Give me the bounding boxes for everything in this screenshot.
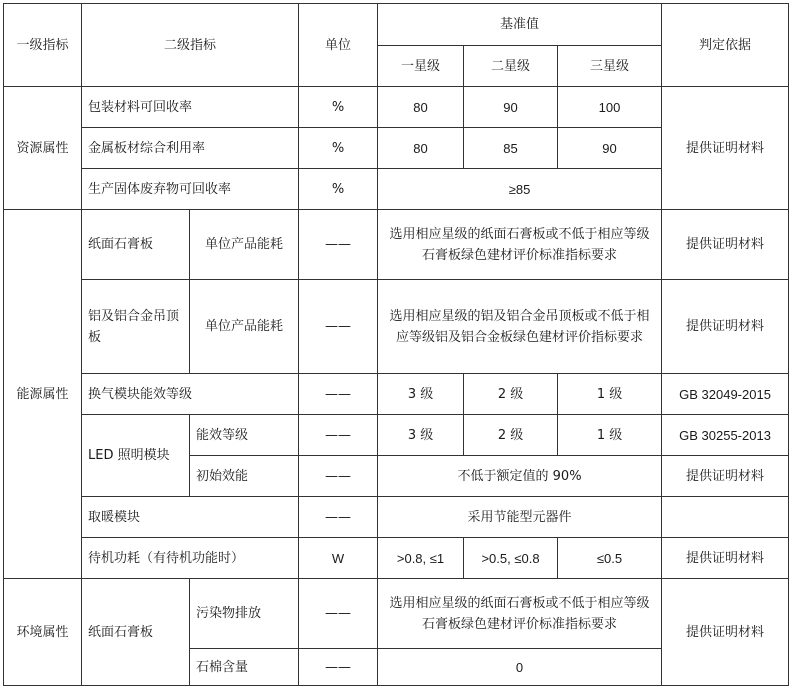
basis-cell: 提供证明材料 bbox=[662, 210, 789, 280]
merged-value: 采用节能型元器件 bbox=[378, 497, 662, 538]
star1-value: >0.8, ≤1 bbox=[378, 538, 464, 579]
header-row bbox=[4, 4, 789, 46]
basis-cell: 提供证明材料 bbox=[662, 280, 789, 374]
header-benchmark: 基准值 bbox=[378, 4, 662, 46]
indicator-name: 包装材料可回收率 bbox=[82, 87, 299, 128]
star2-value: 90 bbox=[464, 87, 558, 128]
unit-cell: —— bbox=[299, 210, 378, 280]
unit-cell: —— bbox=[299, 456, 378, 497]
star3-value: 90 bbox=[558, 128, 662, 169]
sub-indicator: 初始效能 bbox=[190, 456, 299, 497]
star2-value: >0.5, ≤0.8 bbox=[464, 538, 558, 579]
category-environment: 环境属性 bbox=[4, 579, 82, 686]
unit-cell: W bbox=[299, 538, 378, 579]
star3-value: 1 级 bbox=[558, 374, 662, 415]
table-row bbox=[4, 280, 789, 374]
table-row bbox=[4, 538, 789, 579]
indicator-name: 生产固体废弃物可回收率 bbox=[82, 169, 299, 210]
basis-cell bbox=[662, 497, 789, 538]
unit-cell: —— bbox=[299, 497, 378, 538]
merged-value: 选用相应星级的铝及铝合金吊顶板或不低于相应等级铝及铝合金板绿色建材评价指标要求 bbox=[378, 280, 662, 374]
table-row bbox=[4, 87, 789, 128]
merged-value: 0 bbox=[378, 649, 662, 686]
unit-cell: —— bbox=[299, 649, 378, 686]
unit-cell: % bbox=[299, 128, 378, 169]
category-resource: 资源属性 bbox=[4, 87, 82, 210]
basis-cell: GB 32049-2015 bbox=[662, 374, 789, 415]
header-level2: 二级指标 bbox=[82, 4, 299, 87]
basis-cell: 提供证明材料 bbox=[662, 87, 789, 210]
sub-indicator: 单位产品能耗 bbox=[190, 210, 299, 280]
star2-value: 85 bbox=[464, 128, 558, 169]
star2-value: 2 级 bbox=[464, 415, 558, 456]
unit-cell: —— bbox=[299, 280, 378, 374]
header-unit: 单位 bbox=[299, 4, 378, 87]
basis-cell: 提供证明材料 bbox=[662, 579, 789, 686]
star3-value: 100 bbox=[558, 87, 662, 128]
indicator-name: 取暖模块 bbox=[82, 497, 299, 538]
unit-cell: % bbox=[299, 169, 378, 210]
header-basis: 判定依据 bbox=[662, 4, 789, 87]
star2-value: 2 级 bbox=[464, 374, 558, 415]
indicator-name: 纸面石膏板 bbox=[82, 579, 190, 686]
unit-cell: % bbox=[299, 87, 378, 128]
green-building-material-standard-table bbox=[3, 3, 789, 686]
merged-value: 选用相应星级的纸面石膏板或不低于相应等级石膏板绿色建材评价标准指标要求 bbox=[378, 579, 662, 649]
merged-value: 选用相应星级的纸面石膏板或不低于相应等级石膏板绿色建材评价标准指标要求 bbox=[378, 210, 662, 280]
indicator-name: LED 照明模块 bbox=[82, 415, 190, 497]
merged-value: ≥85 bbox=[378, 169, 662, 210]
star3-value: ≤0.5 bbox=[558, 538, 662, 579]
indicator-name: 金属板材综合利用率 bbox=[82, 128, 299, 169]
unit-cell: —— bbox=[299, 579, 378, 649]
star3-value: 1 级 bbox=[558, 415, 662, 456]
table-row bbox=[4, 497, 789, 538]
table-row bbox=[4, 579, 789, 649]
table-row bbox=[4, 415, 789, 456]
header-star2: 二星级 bbox=[464, 46, 558, 87]
basis-cell: 提供证明材料 bbox=[662, 538, 789, 579]
indicator-name: 纸面石膏板 bbox=[82, 210, 190, 280]
sub-indicator: 污染物排放 bbox=[190, 579, 299, 649]
merged-value: 不低于额定值的 90% bbox=[378, 456, 662, 497]
unit-cell: —— bbox=[299, 374, 378, 415]
basis-cell: GB 30255-2013 bbox=[662, 415, 789, 456]
star1-value: 80 bbox=[378, 87, 464, 128]
basis-cell: 提供证明材料 bbox=[662, 456, 789, 497]
unit-cell: —— bbox=[299, 415, 378, 456]
header-star3: 三星级 bbox=[558, 46, 662, 87]
indicator-name: 换气模块能效等级 bbox=[82, 374, 299, 415]
star1-value: 3 级 bbox=[378, 374, 464, 415]
header-level1: 一级指标 bbox=[4, 4, 82, 87]
sub-indicator: 单位产品能耗 bbox=[190, 280, 299, 374]
table-row bbox=[4, 374, 789, 415]
table-row bbox=[4, 210, 789, 280]
indicator-name: 待机功耗（有待机功能时） bbox=[82, 538, 299, 579]
indicator-name: 铝及铝合金吊顶板 bbox=[82, 280, 190, 374]
header-star1: 一星级 bbox=[378, 46, 464, 87]
sub-indicator: 能效等级 bbox=[190, 415, 299, 456]
sub-indicator: 石棉含量 bbox=[190, 649, 299, 686]
star1-value: 80 bbox=[378, 128, 464, 169]
star1-value: 3 级 bbox=[378, 415, 464, 456]
category-energy: 能源属性 bbox=[4, 210, 82, 579]
